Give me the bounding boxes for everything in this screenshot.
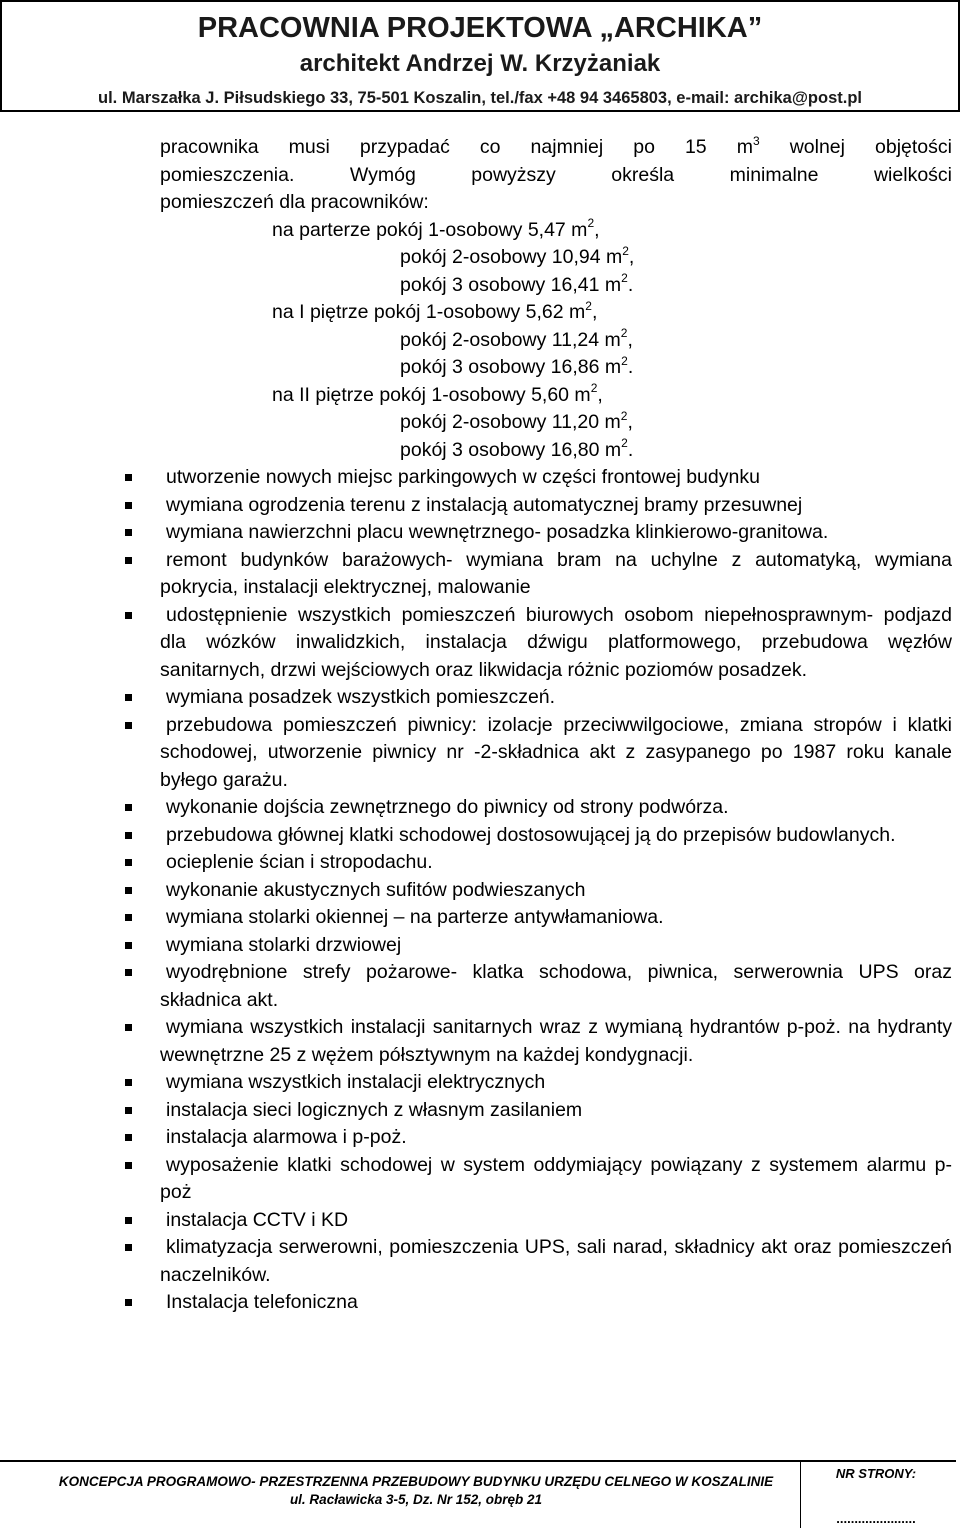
room-floor1-1: na I piętrze pokój 1-osobowy 5,62 $m^2$, bbox=[272, 298, 598, 323]
list-item: instalacja CCTV i KD bbox=[160, 1207, 952, 1235]
list-item: ocieplenie ścian i stropodachu. bbox=[160, 849, 952, 877]
list-item: wykonanie dojścia zewnętrznego do piwnicy od strony podwórza. bbox=[160, 794, 952, 822]
list-item: wymiana ogrodzenia terenu z instalacją automatycznej bramy przesuwnej bbox=[160, 492, 952, 520]
letterhead bbox=[0, 0, 960, 112]
list-item: przebudowa pomieszczeń piwnicy: izolacje przeciwwilgociowe, zmiana stropów i klatki schodowej, utworzenie piwnicy nr -2-składnica akt z zasypanego po 1987 roku kanale byłego garażu. bbox=[160, 712, 952, 795]
footer-page-number: ...................... bbox=[836, 1511, 916, 1526]
room-parter-2: pokój 2-osobowy 10,94 $m^2$, bbox=[400, 243, 635, 268]
room-floor2-2: pokój 2-osobowy 11,20 $m^2$, bbox=[400, 408, 633, 433]
list-item: utworzenie nowych miejsc parkingowych w części frontowej budynku bbox=[160, 464, 952, 492]
list-item: Instalacja telefoniczna bbox=[160, 1289, 952, 1317]
room-parter-3: pokój 3 osobowy 16,41 $m^2$. bbox=[400, 271, 634, 296]
list-item: wymiana stolarki drzwiowej bbox=[160, 932, 952, 960]
list-item: instalacja sieci logicznych z własnym zasilaniem bbox=[160, 1097, 952, 1125]
room-floor2-1: na II piętrze pokój 1-osobowy 5,60 $m^2$, bbox=[272, 381, 603, 406]
list-item: wymiana wszystkich instalacji elektrycznych bbox=[160, 1069, 952, 1097]
intro-line-1: pracownika musi przypadać co najmniej po 15 $m^3$ wolnej objętości bbox=[160, 133, 952, 158]
document-body bbox=[160, 134, 952, 1317]
list-item: wymiana nawierzchni placu wewnętrznego- posadzka klinkierowo-granitowa. bbox=[160, 519, 952, 547]
room-parter-1: na parterze pokój 1-osobowy 5,47 $m^2$, bbox=[272, 216, 600, 241]
footer-project-title: KONCEPCJA PROGRAMOWO- PRZESTRZENNA PRZEBUDOWY BUDYNKU URZĘDU CELNEGO W KOSZALINIE bbox=[58, 1474, 774, 1489]
room-floor2-3: pokój 3 osobowy 16,80 $m^2$. bbox=[400, 436, 634, 461]
list-item: wymiana posadzek wszystkich pomieszczeń. bbox=[160, 684, 952, 712]
intro-line-3: pomieszczeń dla pracowników: bbox=[160, 191, 429, 213]
footer-page-label: NR STRONY: bbox=[835, 1466, 917, 1481]
footer-divider bbox=[0, 1460, 956, 1462]
list-item: wykonanie akustycznych sufitów podwieszanych bbox=[160, 877, 952, 905]
list-item: wyodrębnione strefy pożarowe- klatka schodowa, piwnica, serwerownia UPS oraz składnica akt. bbox=[160, 959, 952, 1014]
list-item: udostępnienie wszystkich pomieszczeń biurowych osobom niepełnosprawnym- podjazd dla wózków inwalidzkich, instalacja dźwigu platformowego, przebudowa węzłów sanitarnych, drzwi wejściowych oraz likwidacja różnic poziomów posadzek. bbox=[160, 602, 952, 685]
room-sizes bbox=[160, 217, 952, 465]
list-item: remont budynków barażowych- wymiana bram na uchylne z automatyką, wymiana pokrycia, instalacji elektrycznej, malowanie bbox=[160, 547, 952, 602]
room-floor1-3: pokój 3 osobowy 16,86 $m^2$. bbox=[400, 353, 634, 378]
firm-address: ul. Marszałka J. Piłsudskiego 33, 75-501 Koszalin, tel./fax +48 94 3465803, e-mail: archika@post.pl bbox=[98, 89, 862, 107]
firm-name: PRACOWNIA PROJEKTOWA „ARCHIKA” bbox=[197, 12, 763, 44]
list-item: wymiana wszystkich instalacji sanitarnych wraz z wymianą hydrantów p-poż. na hydranty wewnętrzne 25 z wężem półsztywnym na każdej kondygnacji. bbox=[160, 1014, 952, 1069]
footer-column-divider bbox=[800, 1460, 801, 1528]
list-item: wymiana stolarki okiennej – na parterze antywłamaniowa. bbox=[160, 904, 952, 932]
room-floor1-2: pokój 2-osobowy 11,24 $m^2$, bbox=[400, 326, 633, 351]
list-item: wyposażenie klatki schodowej w system oddymiający powiązany z systemem alarmu p-poż bbox=[160, 1152, 952, 1207]
list-item: instalacja alarmowa i p-poż. bbox=[160, 1124, 952, 1152]
list-item: przebudowa głównej klatki schodowej dostosowującej ją do przepisów budowlanych. bbox=[160, 822, 952, 850]
list-item: klimatyzacja serwerowni, pomieszczenia UPS, sali narad, składnicy akt oraz pomieszczeń naczelników. bbox=[160, 1234, 952, 1289]
footer-project-address: ul. Racławicka 3-5, Dz. Nr 152, obręb 21 bbox=[289, 1492, 543, 1507]
works-list bbox=[160, 464, 952, 1317]
intro-line-2: pomieszczenia. Wymóg powyższy określa minimalne wielkości bbox=[160, 163, 952, 186]
architect-name: architekt Andrzej W. Krzyżaniak bbox=[299, 50, 661, 77]
